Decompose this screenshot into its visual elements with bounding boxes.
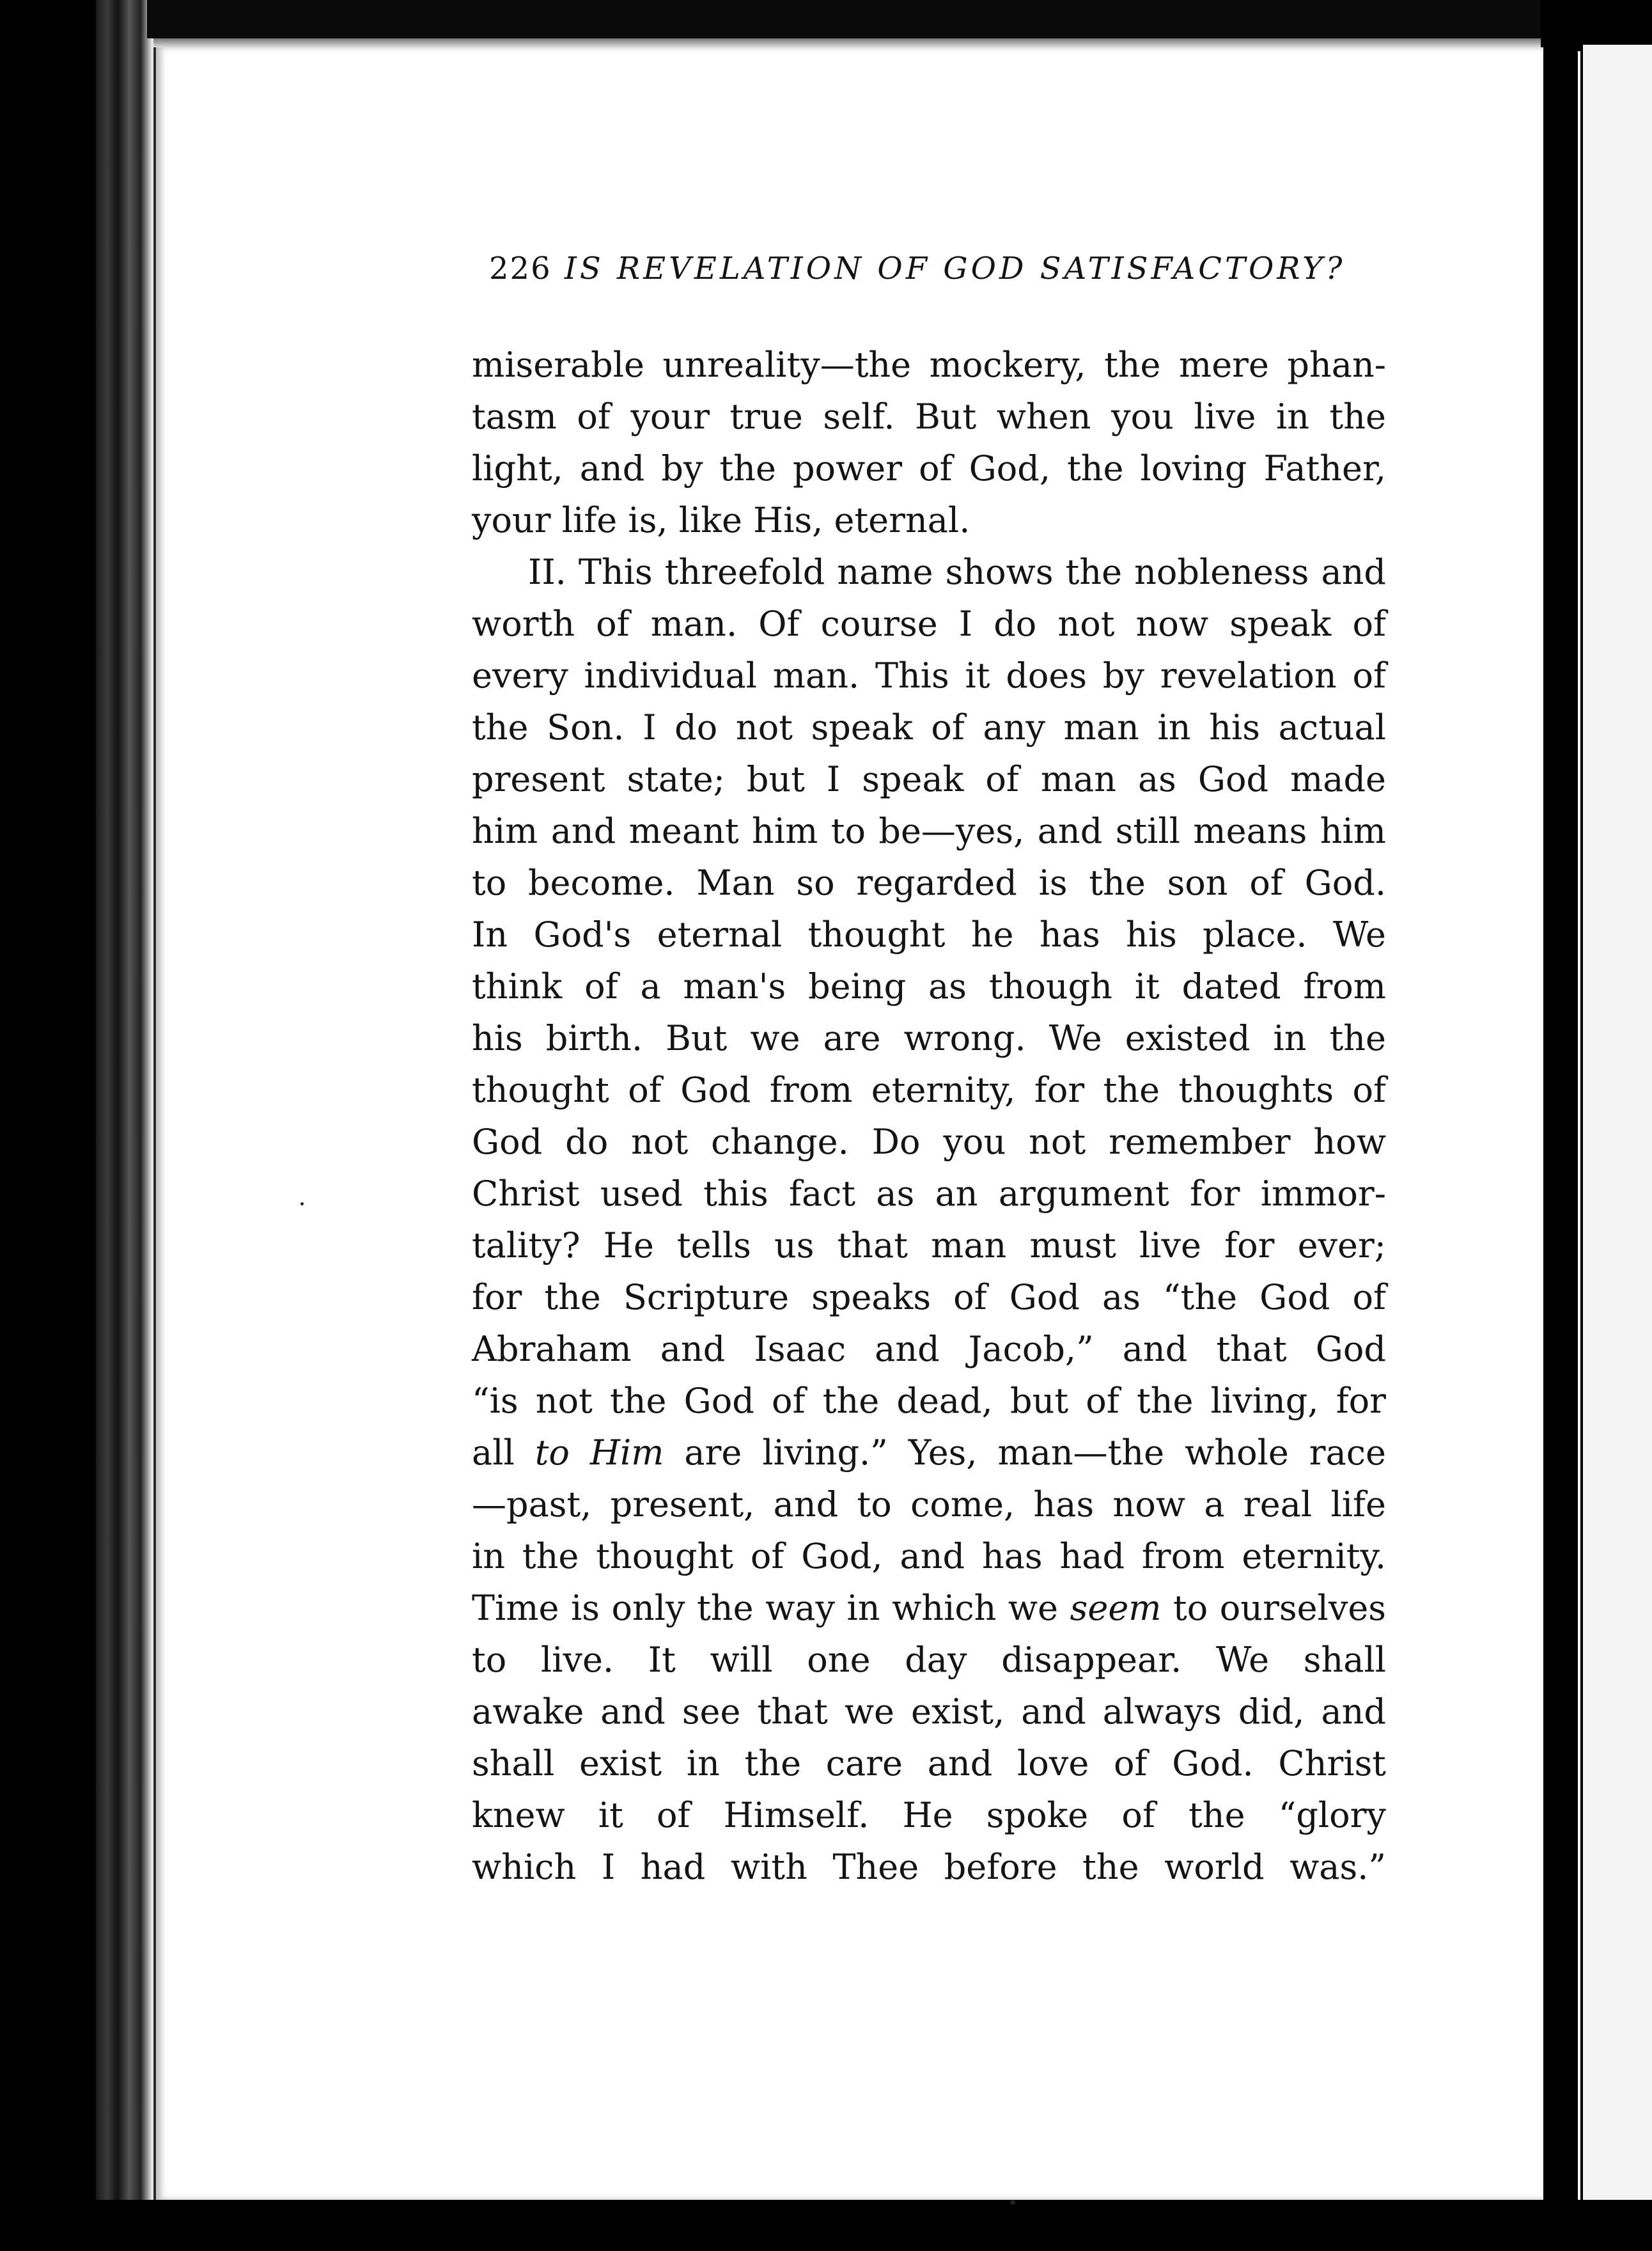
text-run: which I had with Thee before the world was.” [472, 1847, 1386, 1887]
running-head [489, 249, 1371, 288]
text-line [472, 1737, 1386, 1789]
book-spine-shadow [0, 0, 96, 2251]
text-run: Abraham and Isaac and Jacob,” and that God [472, 1329, 1386, 1369]
text-run: thought of God from eternity, for the thoughts of [472, 1070, 1386, 1110]
text-line [472, 1323, 1386, 1375]
text-line [472, 1427, 1386, 1478]
text-line [472, 546, 1386, 598]
text-run: awake and see that we exist, and always did, and [472, 1691, 1386, 1732]
italic-text: to Him [534, 1432, 664, 1473]
dust-speck [300, 1202, 304, 1205]
text-run: God do not change. Do you not remember how [472, 1122, 1386, 1162]
text-run: for the Scripture speaks of God as “the God of [472, 1277, 1386, 1317]
page-number: 226 [489, 251, 552, 286]
text-run: him and meant him to be—yes, and still means him [472, 811, 1386, 851]
text-line [472, 650, 1386, 702]
text-line [472, 1064, 1386, 1116]
text-line [472, 909, 1386, 961]
italic-text: seem [1070, 1588, 1162, 1628]
body-text [472, 339, 1386, 1893]
text-run: —past, present, and to come, has now a real life [472, 1484, 1386, 1525]
text-line [472, 1634, 1386, 1686]
text-line [472, 1116, 1386, 1168]
dust-speck [1010, 2200, 1015, 2205]
text-line [472, 1841, 1386, 1893]
text-run: all [472, 1432, 535, 1473]
page-edge-stack [96, 0, 153, 2251]
text-line [472, 494, 1386, 546]
text-run: In God's eternal thought he has his place. We [472, 914, 1386, 955]
text-run: to live. It will one day disappear. We shall [472, 1640, 1386, 1680]
facing-page-strip [1583, 45, 1652, 2200]
text-line [472, 1271, 1386, 1323]
text-run: the Son. I do not speak of any man in his actual [472, 707, 1386, 748]
text-line [472, 391, 1386, 443]
text-run: worth of man. Of course I do not now speak of [472, 604, 1386, 644]
text-line [472, 1012, 1386, 1064]
text-line [472, 961, 1386, 1012]
text-run: II. This threefold name shows the nobleness and [528, 552, 1386, 592]
text-line [472, 1220, 1386, 1271]
text-line [472, 702, 1386, 753]
text-line [472, 1530, 1386, 1582]
text-run: think of a man's being as though it dated from [472, 966, 1386, 1007]
text-run: Time is only the way in which we [472, 1588, 1070, 1628]
text-run: knew it of Himself. He spoke of the “glory [472, 1795, 1386, 1835]
text-line [472, 1478, 1386, 1530]
text-run: light, and by the power of God, the loving Father, [472, 448, 1386, 489]
text-run: shall exist in the care and love of God. Christ [472, 1743, 1386, 1784]
text-run: “is not the God of the dead, but of the living, for [472, 1381, 1386, 1421]
bottom-scan-border [0, 2200, 1652, 2251]
text-run: in the thought of God, and has had from eternity. [472, 1536, 1386, 1576]
text-line [472, 805, 1386, 857]
text-run: your life is, like His, eternal. [472, 500, 970, 540]
top-page-edge [153, 38, 1566, 47]
gutter-line [1578, 51, 1580, 2200]
text-run: tality? He tells us that man must live for ever; [472, 1225, 1386, 1266]
text-run: his birth. But we are wrong. We existed in the [472, 1018, 1386, 1058]
text-line [472, 857, 1386, 909]
text-line [472, 1168, 1386, 1220]
text-run: are living.” Yes, man—the whole race [664, 1432, 1386, 1473]
text-line [472, 1375, 1386, 1427]
text-run: every individual man. This it does by revelation of [472, 655, 1386, 696]
text-line [472, 1789, 1386, 1841]
text-line [472, 443, 1386, 494]
text-line [472, 1686, 1386, 1737]
text-run: miserable unreality—the mockery, the mere phan- [472, 345, 1386, 385]
text-line [472, 753, 1386, 805]
top-scan-border [147, 0, 1573, 38]
text-run: tasm of your true self. But when you live in the [472, 396, 1386, 437]
text-line [472, 1582, 1386, 1634]
text-run: Christ used this fact as an argument for immor- [472, 1173, 1386, 1214]
running-title: IS REVELATION OF GOD SATISFACTORY? [564, 251, 1346, 286]
text-line [472, 598, 1386, 650]
text-run: present state; but I speak of man as God made [472, 759, 1386, 799]
text-run: to ourselves [1161, 1588, 1386, 1628]
text-run: to become. Man so regarded is the son of God. [472, 863, 1386, 903]
text-line [472, 339, 1386, 391]
